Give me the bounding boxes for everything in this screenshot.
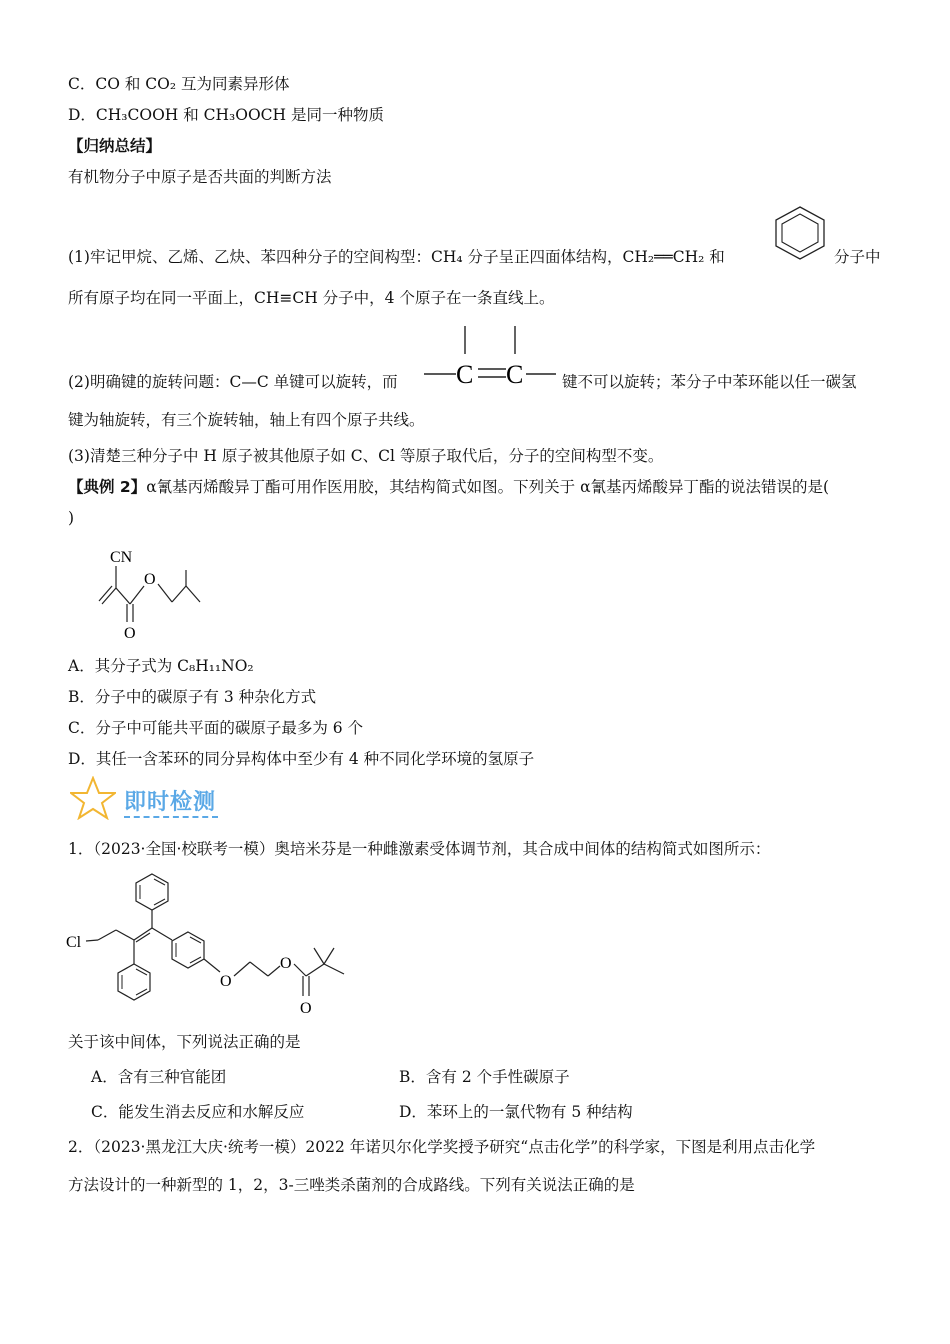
point-1-line-b: 所有原子均在同一平面上，CH≡CH 分子中，4 个原子在一条直线上。 [68, 289, 555, 307]
star-icon [70, 776, 116, 820]
q1-stem: 1．（2023·全国·校联考一模）奥培米芬是一种雌激素受体调节剂，其合成中间体的结构简式如图所示： [68, 840, 771, 858]
example-2-title: 【典例 2】 [68, 478, 147, 496]
benzene-structure [770, 205, 830, 261]
cyanoacrylate-structure [96, 544, 216, 644]
q1-option-d: D．苯环上的一氯代物有 5 种结构 [399, 1103, 633, 1121]
section-header: 即时检测 [124, 790, 217, 815]
q2-line-2: 方法设计的一种新型的 1，2，3-三唑类杀菌剂的合成路线。下列有关说法正确的是 [68, 1176, 635, 1194]
cn-label: CN [110, 549, 133, 566]
ether-o-label: O [220, 973, 232, 990]
carbonyl-o-label-2: O [300, 1000, 312, 1017]
summary-intro: 有机物分子中原子是否共面的判断方法 [68, 168, 332, 186]
point-1-line-a: (1)牢记甲烷、乙烯、乙炔、苯四种分子的空间构型：CH₄ 分子呈正四面体结构，CH₂══CH₂ 和 [68, 248, 725, 266]
carbonyl-o-label: O [124, 625, 136, 642]
point-2-line-a: (2)明确键的旋转问题：C—C 单键可以旋转，而 [68, 373, 398, 391]
ester-o-label-2: O [280, 955, 292, 972]
ex2-option-d: D．其任一含苯环的同分异构体中至少有 4 种不同化学环境的氢原子 [68, 750, 535, 768]
point-2-line-b: 键为轴旋转，有三个旋转轴，轴上有四个原子共线。 [68, 411, 425, 429]
section-header-underline [124, 816, 218, 818]
option-d-line: D．CH₃COOH 和 CH₃OOCH 是同一种物质 [68, 106, 384, 124]
example-2-line-a [68, 477, 829, 497]
option-c-line: C．CO 和 CO₂ 互为同素异形体 [68, 75, 290, 93]
c-atom-right: C [506, 360, 524, 389]
q2-line-1: 2．（2023·黑龙江大庆·统考一模）2022 年诺贝尔化学奖授予研究“点击化学”的科学家，下图是利用点击化学 [68, 1138, 816, 1156]
example-2-text: α氰基丙烯酸异丁酯可用作医用胶，其结构简式如图。下列关于 α氰基丙烯酸异丁酯的说法错误的是( [146, 478, 830, 496]
ex2-option-c: C．分子中可能共平面的碳原子最多为 6 个 [68, 719, 364, 737]
q1-after: 关于该中间体，下列说法正确的是 [68, 1033, 301, 1051]
ex2-option-a: A．其分子式为 C₈H₁₁NO₂ [68, 657, 254, 675]
example-2-line-b: ) [68, 509, 75, 527]
summary-title: 【归纳总结】 [68, 137, 162, 155]
ex2-option-b: B．分子中的碳原子有 3 种杂化方式 [68, 688, 317, 706]
cl-label: Cl [66, 934, 82, 951]
q1-option-c: C．能发生消去反应和水解反应 [91, 1103, 305, 1121]
q1-option-a: A．含有三种官能团 [91, 1068, 227, 1086]
point-2-line-a-tail: 键不可以旋转；苯分子中苯环能以任一碳氢 [562, 373, 857, 391]
double-bond-structure [420, 322, 560, 394]
q1-option-b: B．含有 2 个手性碳原子 [399, 1068, 570, 1086]
c-atom-left: C [456, 360, 474, 389]
ester-o-label: O [144, 571, 156, 588]
point-1-line-a-tail: 分子中 [834, 248, 881, 266]
ospemifene-intermediate-structure [64, 868, 354, 1018]
point-3-line: (3)清楚三种分子中 H 原子被其他原子如 C、Cl 等原子取代后，分子的空间构型不变。 [68, 447, 664, 465]
